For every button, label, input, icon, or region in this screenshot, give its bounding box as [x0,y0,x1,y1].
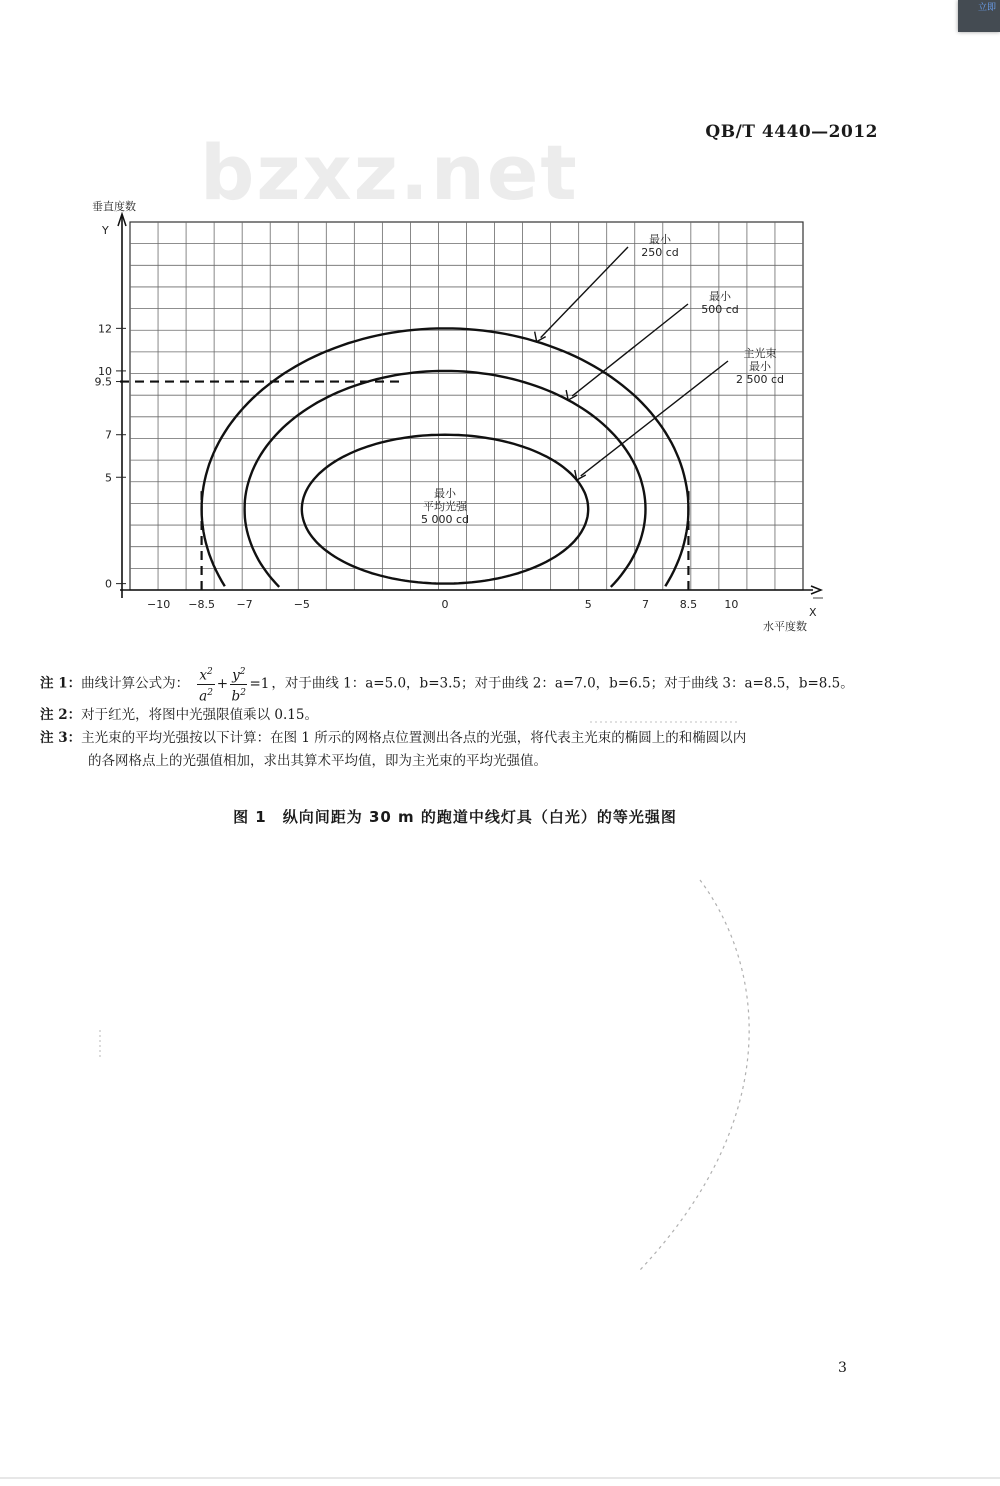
x-tick-label: −10 [147,598,171,611]
curve-1-label: 2 500 cd [735,373,785,386]
x-tick-label: −8.5 [188,598,215,611]
x-tick-label: 8.5 [679,598,698,611]
note-2-label: 注 2： [40,707,82,723]
note-1-post: ，对于曲线 1：a=5.0，b=3.5；对于曲线 2：a=7.0，b=6.5；对于曲线 3：a=8.5，b=8.5。 [271,675,854,692]
x-tick-label: 5 [584,598,592,611]
x-tick-label: 10 [724,598,739,611]
formula-y: y [232,667,240,684]
x-axis-label-cn: 水平度数 [763,620,807,633]
y-axis-label: Y [102,224,109,237]
note-3-text-line2: 的各网格点上的光强值相加，求出其算术平均值，即为主光束的平均光强值。 [88,753,547,769]
y-tick-label: 12 [98,322,112,336]
figure-caption: 图 1 纵向间距为 30 m 的跑道中线灯具（白光）的等光强图 [233,808,677,826]
note-1-label: 注 1： [40,675,82,692]
formula-x: x [199,667,208,684]
x-tick-label: −5 [293,598,310,611]
y-tick-label: 9.5 [94,375,112,389]
note-1-pre: 曲线计算公式为： [81,675,190,692]
y-tick-label: 7 [105,428,112,442]
page-number: 3 [838,1360,847,1376]
curve-2-label: 最小 [709,290,731,303]
x-axis-label: X [809,606,817,619]
x-tick-label: 0 [441,598,449,611]
curve-1-label: 最小 [749,360,771,373]
curve-1-label: 主光束 [743,347,777,360]
standard-number: QB/T 4440—2012 [705,122,878,142]
formula-b: b [231,688,241,704]
x-tick-label: −7 [236,598,253,611]
fraction-y: $\frac{y^2}{b^2}$ [230,664,247,704]
y-axis-label-cn: 垂直度数 [92,200,136,213]
center-label: 5 000 cd [421,513,470,527]
watermark: bzxz.net [200,128,579,217]
note-3-label: 注 3： [40,730,82,746]
y-tick-label: 5 [105,471,112,485]
corner-tab-label[interactable]: 立即 [977,3,996,13]
formula-plus: + [216,675,229,692]
curve-3-label: 最小 [649,233,671,246]
formula-equals: =1 [249,675,270,692]
curve-3-label: 250 cd [641,246,679,259]
x-tick-label: 7 [641,598,649,611]
curve-2-label: 500 cd [701,303,739,316]
center-label: 最小 [434,487,457,501]
y-tick-label: 10 [98,364,112,378]
formula-a: a [199,688,208,704]
note-2-text: 对于红光，将图中光强限值乘以 0.15。 [81,707,318,723]
y-tick-label: 0 [105,577,112,591]
note-3-text-line1: 主光束的平均光强按以下计算：在图 1 所示的网格点位置测出各点的光强，将代表主光束的椭圆上的和椭圆以内 [81,730,747,746]
fraction-x: $\frac{x^2}{a^2}$ [197,664,214,704]
center-label: 平均光强 [423,500,468,514]
